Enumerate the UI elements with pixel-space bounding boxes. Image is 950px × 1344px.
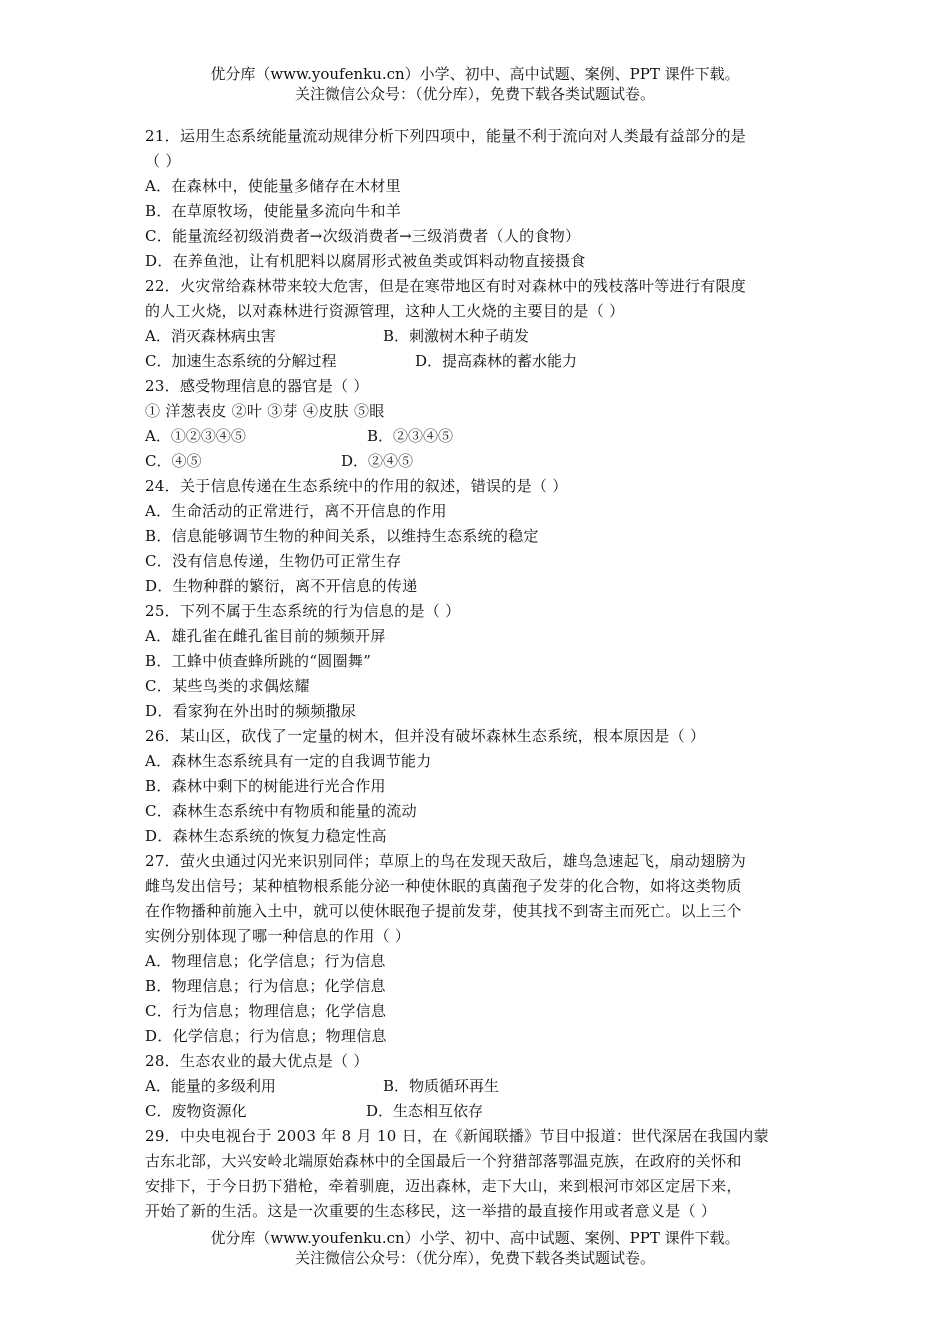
page-footer [0,1228,950,1268]
option-b: B．在草原牧场，使能量多流向牛和羊 [145,202,402,220]
option-b: B．森林中剩下的树能进行光合作用 [145,777,386,795]
option-b: B．信息能够调节生物的种间关系，以维持生态系统的稳定 [145,527,539,545]
option-b: B．刺激树木种子萌发 [383,327,530,345]
question-25 [145,599,810,724]
question-stem: 27．萤火虫通过闪光来识别同伴；草原上的鸟在发现天敌后，雄鸟急速起飞，扇动翅膀为 [145,852,747,870]
question-stem: 23．感受物理信息的器官是（ ） [145,377,369,395]
option-d: D．生态相互依存 [366,1102,484,1120]
header-line-2: 关注微信公众号：（优分库），免费下载各类试题试卷。 [294,85,655,103]
question-22 [145,274,810,374]
footer-line-1: 优分库（www.youfenku.cn）小学、初中、高中试题、案例、PPT 课件下载。 [210,1229,740,1247]
question-stem-continued: （ ） [145,152,181,170]
question-28 [145,1049,810,1124]
option-d: D．看家狗在外出时的频频撒尿 [145,702,357,720]
question-stem-continued: 安排下，于今日扔下猎枪，牵着驯鹿，迈出森林，走下大山，来到根河市郊区定居下来， [145,1177,742,1195]
question-stem-continued: 的人工火烧，以对森林进行资源管理，这种人工火烧的主要目的是（ ） [145,302,625,320]
option-a: A．能量的多级利用 [145,1077,276,1095]
option-c: C．能量流经初级消费者→次级消费者→三级消费者（人的食物） [145,227,581,245]
option-c: C．废物资源化 [145,1102,247,1120]
question-stem: 25．下列不属于生态系统的行为信息的是（ ） [145,602,461,620]
option-b: B．工蜂中侦查蜂所跳的“圆圈舞” [145,652,372,670]
header-line-1: 优分库（www.youfenku.cn）小学、初中、高中试题、案例、PPT 课件下载。 [210,65,740,83]
options-row-1 [145,424,810,449]
option-a: A．森林生态系统具有一定的自我调节能力 [145,752,432,770]
option-d: D．生物种群的繁衍，离不开信息的传递 [145,577,418,595]
option-a: A．在森林中，使能量多储存在木材里 [145,177,401,195]
option-c: C．森林生态系统中有物质和能量的流动 [145,802,417,820]
question-23 [145,374,810,474]
question-24 [145,474,810,599]
option-c: C．加速生态系统的分解过程 [145,352,337,370]
options-row-2 [145,449,810,474]
option-c: C．某些鸟类的求偶炫耀 [145,677,310,695]
question-stem: 22．火灾常给森林带来较大危害，但是在寒带地区有时对森林中的残枝落叶等进行有限度 [145,277,747,295]
options-row-1 [145,1074,810,1099]
question-stem: 29．中央电视台于 2003 年 8 月 10 日，在《新闻联播》节目中报道：世代深居在我国内蒙 [145,1127,769,1145]
question-items: ① 洋葱表皮 ②叶 ③芽 ④皮肤 ⑤眼 [145,402,385,420]
option-a: A．物理信息；化学信息；行为信息 [145,952,386,970]
option-b: B．物质循环再生 [383,1077,500,1095]
question-stem: 21．运用生态系统能量流动规律分析下列四项中，能量不利于流向对人类最有益部分的是 [145,127,747,145]
question-stem-continued: 在作物播种前施入土中，就可以使休眠孢子提前发芽，使其找不到寄主而死亡。以上三个 [145,902,742,920]
question-29 [145,1124,810,1224]
option-a: A．雄孔雀在雌孔雀目前的频频开屏 [145,627,386,645]
question-stem: 28．生态农业的最大优点是（ ） [145,1052,369,1070]
question-27 [145,849,810,1049]
option-a: A．生命活动的正常进行，离不开信息的作用 [145,502,447,520]
question-list [145,124,810,1224]
question-stem-continued: 实例分别体现了哪一种信息的作用（ ） [145,927,411,945]
options-row-2 [145,349,810,374]
option-a: A．①②③④⑤ [145,427,246,445]
option-d: D．②④⑤ [341,452,414,470]
question-21 [145,124,810,274]
page-header [0,64,950,104]
options-row-1 [145,324,810,349]
question-stem-continued: 古东北部，大兴安岭北端原始森林中的全国最后一个狩猎部落鄂温克族，在政府的关怀和 [145,1152,742,1170]
option-a: A．消灭森林病虫害 [145,327,276,345]
options-row-2 [145,1099,810,1124]
question-stem: 26．某山区，砍伐了一定量的树木，但并没有破坏森林生态系统，根本原因是（ ） [145,727,706,745]
question-26 [145,724,810,849]
option-d: D．化学信息；行为信息；物理信息 [145,1027,387,1045]
option-c: C．④⑤ [145,452,202,470]
option-b: B．物理信息；行为信息；化学信息 [145,977,386,995]
option-d: D．提高森林的蓄水能力 [415,352,578,370]
question-stem-continued: 雌鸟发出信号；某种植物根系能分泌一种使休眠的真菌孢子发芽的化合物，如将这类物质 [145,877,742,895]
question-stem: 24．关于信息传递在生态系统中的作用的叙述，错误的是（ ） [145,477,568,495]
option-c: C．没有信息传递，生物仍可正常生存 [145,552,402,570]
question-stem-continued: 开始了新的生活。这是一次重要的生态移民，这一举措的最直接作用或者意义是（ ） [145,1202,717,1220]
option-b: B．②③④⑤ [367,427,454,445]
option-c: C．行为信息；物理信息；化学信息 [145,1002,387,1020]
footer-line-2: 关注微信公众号：（优分库），免费下载各类试题试卷。 [294,1249,655,1267]
option-d: D．在养鱼池，让有机肥料以腐屑形式被鱼类或饵料动物直接摄食 [145,252,586,270]
option-d: D．森林生态系统的恢复力稳定性高 [145,827,387,845]
